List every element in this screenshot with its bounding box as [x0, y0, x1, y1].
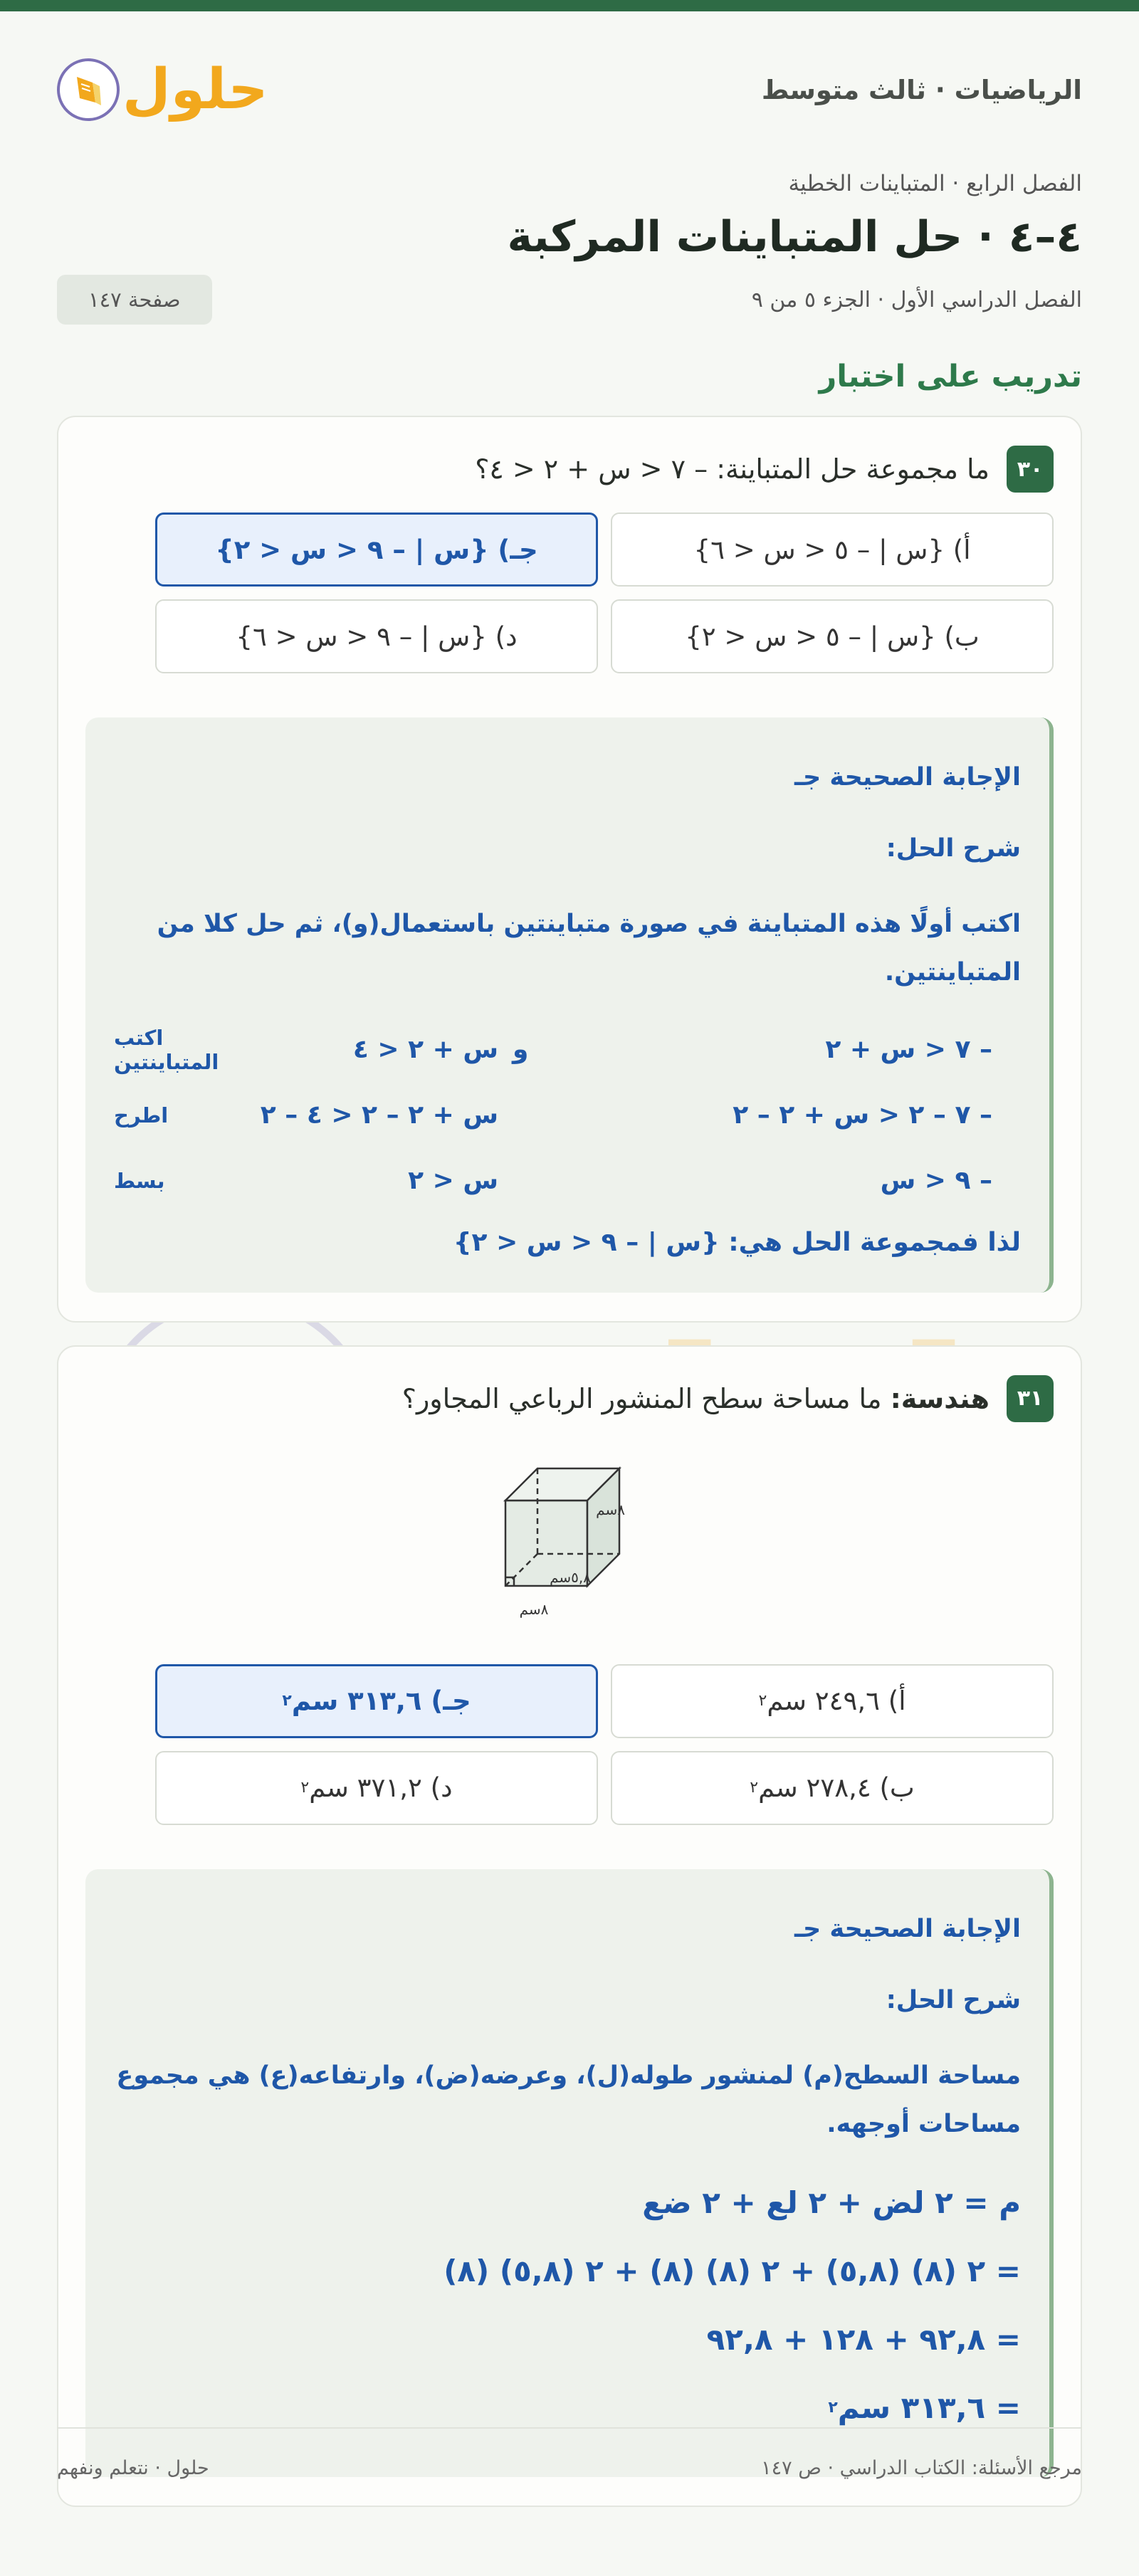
question-topic: هندسة:	[890, 1382, 990, 1414]
dim-length: ٨سم	[519, 1600, 549, 1618]
chapter-label: الفصل الرابع · المتباينات الخطية	[788, 171, 1082, 196]
question-text	[402, 1383, 990, 1414]
work-left: – ٧ – ٢ < س + ٢ – ٢	[733, 1100, 992, 1130]
page-number-badge: صفحة ١٤٧	[57, 275, 212, 325]
work-step	[114, 1148, 1021, 1214]
solution-explanation: مساحة السطح(م) لمنشور طوله(ل)، وعرضه(ض)، وارتفاعه(ع) هي مجموع مساحات أوجهه.	[116, 2061, 1021, 2138]
question-text: ما مجموعة حل المتباينة: – ٧ < س + ٢ < ٤؟	[475, 453, 990, 485]
solution-box	[85, 1869, 1054, 2478]
choice-b[interactable]: ب) {س | – ٥ < س < ٢}	[611, 599, 1054, 673]
work-step	[114, 1017, 1021, 1083]
choice-c-selected[interactable]: جـ) {س | – ٩ < س < ٢}	[155, 512, 598, 587]
work-right: س + ٢ – ٢ < ٤ – ٢	[260, 1100, 498, 1130]
solution-heading: شرح الحل:	[886, 1985, 1021, 2014]
choice-c-selected[interactable]: جـ) ٣١٣,٦ سم ٢	[155, 1664, 598, 1738]
choice-a[interactable]: أ) {س | – ٥ < س < ٦}	[611, 512, 1054, 587]
section-title: تدريب على اختبار	[819, 359, 1082, 394]
final-answer: لذا فمجموعة الحل هي: {س | – ٩ < س < ٢}	[453, 1227, 1021, 1257]
choice-a[interactable]: أ) ٢٤٩,٦ سم ٢	[611, 1664, 1054, 1738]
page-title: ٤–٤ · حل المتباينات المركبة	[507, 212, 1082, 262]
equation-line: = ٩٢,٨ + ١٢٨ + ٩٢,٨	[706, 2321, 1021, 2357]
footer-brand: حلول · نتعلم ونفهم	[57, 2456, 209, 2479]
prism-figure	[85, 1444, 1054, 1629]
answer-choices	[85, 1664, 1054, 1825]
work-right: س < ٢	[408, 1166, 498, 1195]
top-accent-bar	[0, 0, 1139, 11]
brand-logo[interactable]	[57, 58, 268, 121]
work-note: اطرح	[114, 1103, 169, 1127]
brand-wordmark: حلول	[122, 58, 268, 122]
subject-label: الرياضيات · ثالث متوسط	[761, 74, 1082, 105]
solution-explanation: اكتب أولًا هذه المتباينة في صورة متباينتين باستعمال(و)، ثم حل كلا من المتباينتين.	[157, 910, 1021, 987]
question-card-31	[57, 1345, 1082, 2508]
equation-result: = ٣١٣,٦ سم ٢	[828, 2390, 1021, 2425]
page-header	[57, 11, 1082, 168]
equation-line: م = ٢ لض + ٢ لع + ٢ ضع	[642, 2185, 1021, 2220]
work-note: اكتب المتباينتين	[114, 1025, 219, 1074]
work-step	[114, 1083, 1021, 1148]
question-card-30	[57, 416, 1082, 1323]
solution-box	[85, 717, 1054, 1293]
work-conj: و	[513, 1035, 529, 1064]
work-right: س + ٢ < ٤	[352, 1035, 498, 1064]
solution-heading: شرح الحل:	[886, 834, 1021, 863]
footer-reference: مرجع الأسئلة: الكتاب الدراسي · ص ١٤٧	[761, 2456, 1082, 2479]
dim-width: ٥,٨سم	[550, 1568, 591, 1586]
choice-b[interactable]: ب) ٢٧٨,٤ سم ٢	[611, 1751, 1054, 1825]
correct-answer: الإجابة الصحيحة جـ	[794, 1914, 1021, 1943]
work-left: – ٧ < س + ٢	[825, 1035, 992, 1064]
answer-choices	[85, 512, 1054, 673]
page-footer	[57, 2427, 1082, 2507]
correct-answer: الإجابة الصحيحة جـ	[794, 763, 1021, 792]
work-left: – ٩ < س	[880, 1166, 992, 1195]
question-number: ٣١	[1007, 1375, 1054, 1422]
book-icon	[57, 58, 120, 121]
dim-height: ٨سم	[596, 1500, 625, 1518]
choice-d[interactable]: د) ٣٧١,٢ سم ٢	[155, 1751, 598, 1825]
choice-d[interactable]: د) {س | – ٩ < س < ٦}	[155, 599, 598, 673]
work-note: بسط	[114, 1168, 165, 1193]
question-body: ما مساحة سطح المنشور الرباعي المجاور؟	[401, 1382, 882, 1414]
semester-progress: الفصل الدراسي الأول · الجزء ٥ من ٩	[751, 287, 1082, 312]
question-number: ٣٠	[1007, 446, 1054, 493]
equation-line: = ٢ (٨) (٥,٨) + ٢ (٨) (٨) + ٢ (٥,٨) (٨)	[443, 2253, 1021, 2288]
